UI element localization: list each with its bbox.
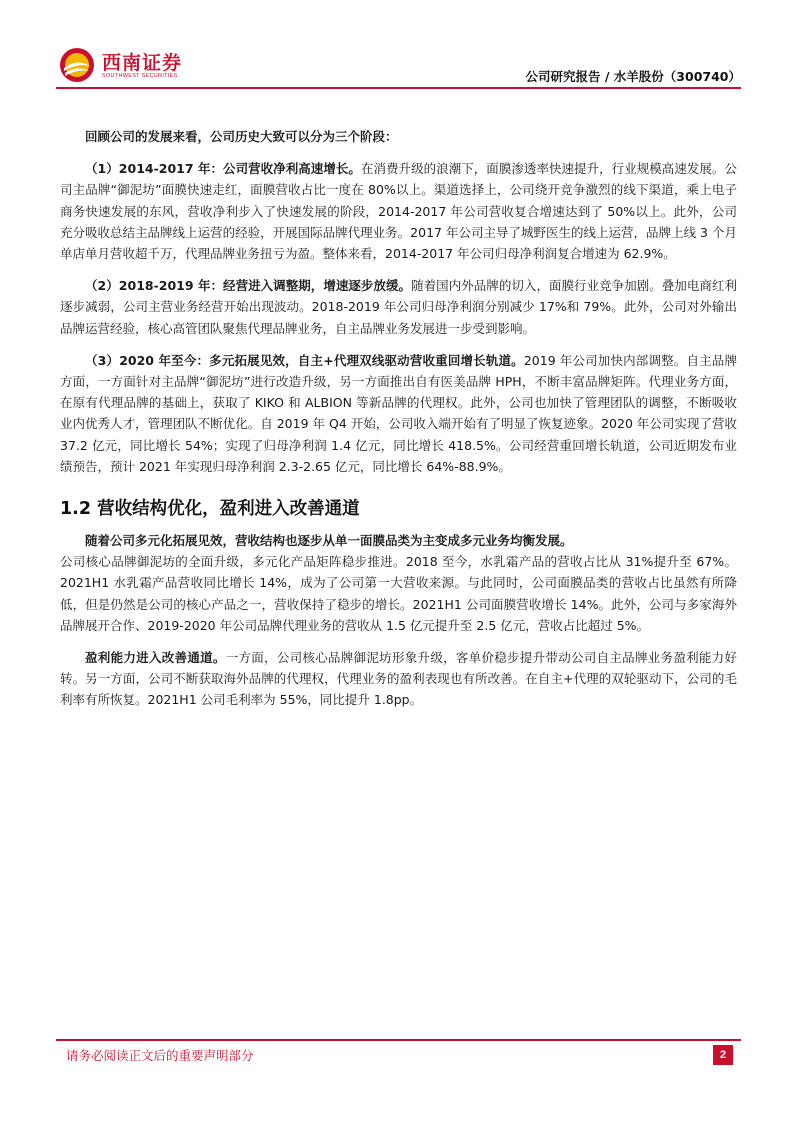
section-body-paragraph: 公司核心品牌御泥坊的全面升级，多元化产品矩阵稳步推进。2018 至今，水乳霜产品的营收占比从 31%提升至 67%。2021H1 水乳霜产品营收同比增长 14%，成为了公司第一大营收来源。与此同时，公司面膜品类的营收占比虽然有所降低，但是仍然是公司的核心产品之一，营收保持了稳步的增长。2021H1 公司面膜营收增长 14%。此外，公司与多家海外品牌展开合作、2019-2020 年公司品牌代理业务的营收从 1.5 亿元提升至 2.5 亿元，营收占比超过 5%。 [60, 554, 737, 633]
profit-text: 一方面，公司核心品牌御泥坊形象升级，客单价稳步提升带动公司自主品牌业务盈利能力好转。另一方面，公司不断获取海外品牌的代理权，代理业务的盈利表现也有所改善。在自主+代理的双轮驱动下，公司的毛利率有所恢复。2021H1 公司毛利率为 55%，同比提升 1.8pp。 [60, 650, 737, 708]
section-heading: 1.2 营收结构优化，盈利进入改善通道 [60, 499, 360, 520]
profit-lead: 盈利能力进入改善通道。 [85, 650, 226, 666]
page-number: 2 [713, 1045, 733, 1065]
swsc-logo-icon [58, 46, 96, 84]
logo-english-name: SOUTHWEST SECURITIES [102, 73, 178, 79]
footer-disclaimer: 请务必阅读正文后的重要声明部分 [66, 1048, 254, 1063]
company-logo [58, 46, 198, 86]
section-lead-paragraph: 随着公司多元化拓展见效，营收结构也逐步从单一面膜品类为主变成多元业务均衡发展。 [85, 533, 573, 549]
stage1-paragraph [60, 158, 737, 264]
stage3-lead: （3）2020 年至今：多元拓展见效，自主+代理双线驱动营收重回增长轨道。 [85, 352, 524, 368]
stage2-lead: （2）2018-2019 年：经营进入调整期，增速逐步放缓。 [85, 278, 412, 294]
stage3-paragraph [60, 350, 737, 477]
stage1-text: 在消费升级的浪潮下，面膜渗透率快速提升，行业规模高速发展。公司主品牌“御泥坊”面膜快速走红，面膜营收占比一度在 80%以上。渠道选择上，公司绕开竞争激烈的线下渠道，乘上电子商务快速发展的东风，营收净利步入了快速发展的阶段，2014-2017 年公司营收复合增速达到了 50%以上。此外，公司充分吸收总结主品牌线上运营的经验，开展国际品牌代理业务。2017 年公司主导了城野医生的线上运营，品牌上线 3 个月单店单月营收超千万，代理品牌业务扭亏为盈。整体来看，2014-2017 年公司归母净利润复合增速为 62.9%。 [60, 161, 737, 262]
report-title: 公司研究报告 / 水羊股份（300740） [525, 69, 741, 84]
stage3-text: 2019 年公司加快内部调整。自主品牌方面，一方面针对主品牌“御泥坊”进行改造升级，另一方面推出自有医美品牌 HPH，不断丰富品牌矩阵。代理业务方面，在原有代理品牌的基础上，获取了 KIKO 和 ALBION 等新品牌的代理权。此外，公司也加快了管理团队的调整，不断吸收业内优秀人才，管理团队不断优化。自 2019 年 Q4 开始，公司收入端开始有了明显了恢复迹象。2020 年公司实现了营收 37.2 亿元，同比增长 54%；实现了归母净利润 1.4 亿元，同比增长 418.5%。公司经营重回增长轨道，公司近期发布业绩预告，预计 2021 年实现归母净利润 2.3-2.65 亿元，同比增长 64%-88.9%。 [60, 352, 737, 474]
footer-divider [56, 1039, 741, 1041]
stage2-text: 随着国内外品牌的切入，面膜行业竞争加剧。叠加电商红利逐步减弱，公司主营业务经营开始出现波动。2018-2019 年公司归母净利润分别减少 17%和 79%。此外，公司对外输出品牌运营经验，核心高管团队聚焦代理品牌业务，自主品牌业务发展进一步受到影响。 [60, 278, 737, 336]
stage1-lead: （1）2014-2017 年：公司营收净利高速增长。 [85, 161, 361, 177]
profit-paragraph [60, 647, 737, 711]
header-divider [56, 87, 741, 89]
intro-paragraph: 回顾公司的发展来看，公司历史大致可以分为三个阶段： [85, 129, 398, 144]
stage2-paragraph [60, 275, 737, 339]
logo-chinese-name: 西南证券 [102, 52, 183, 74]
report-body [60, 126, 737, 711]
